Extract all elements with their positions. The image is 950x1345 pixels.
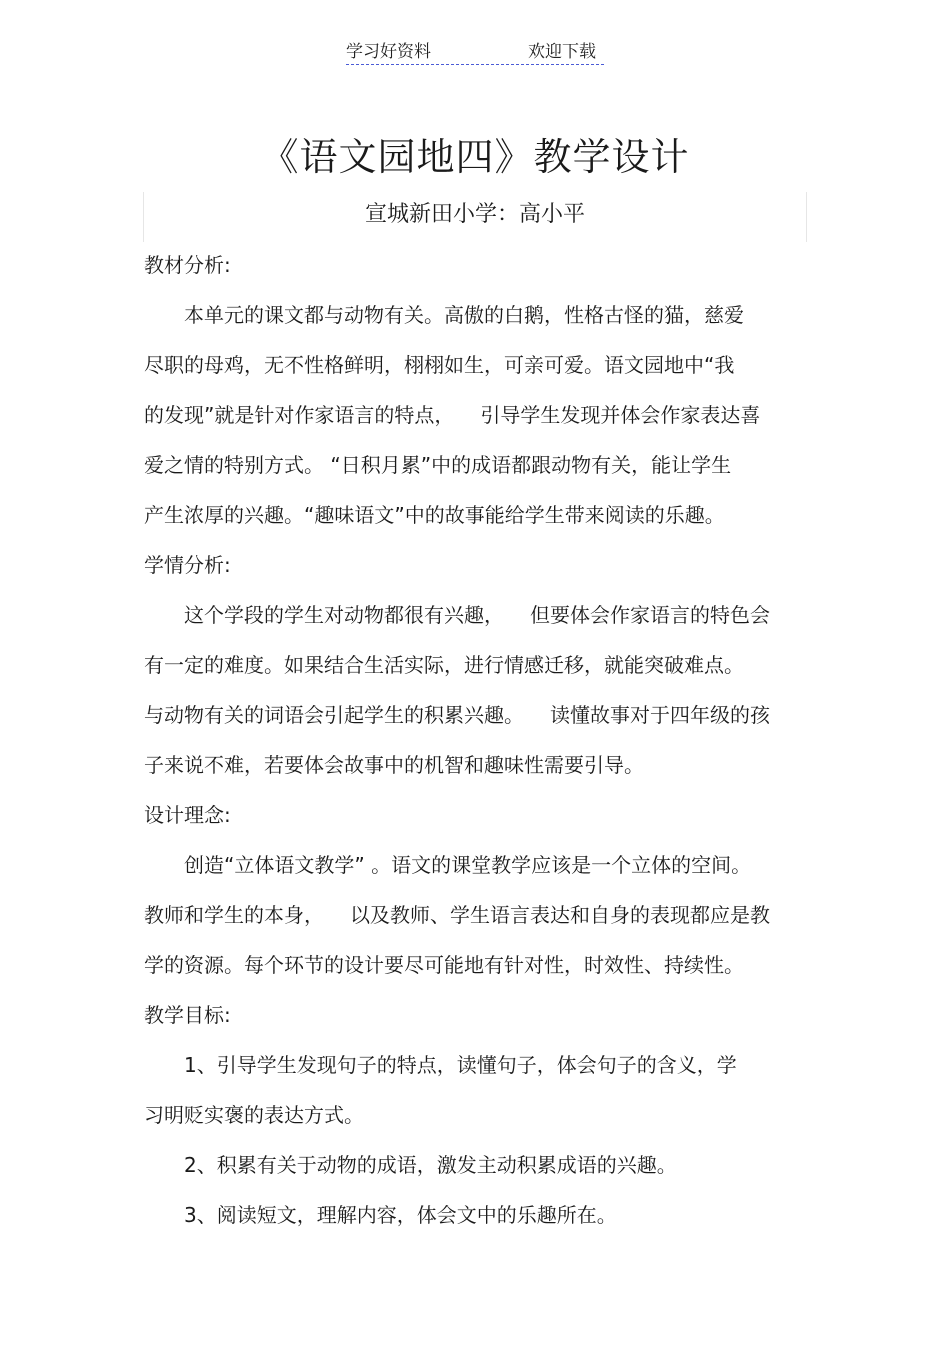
section-heading: 教材分析: (144, 253, 231, 277)
paragraph-line (144, 390, 794, 440)
author-line: 宣城新田小学：高小平 (364, 202, 585, 227)
text-run: 这个学段的学生对动物都很有兴趣， (184, 603, 504, 627)
header-right-text: 欢迎下载 (528, 42, 596, 62)
paragraph-line: 产生浓厚的兴趣。“趣味语文”中的故事能给学生带来阅读的乐趣。 (144, 503, 725, 527)
goal-line: 3、阅读短文，理解内容，体会文中的乐趣所在。 (184, 1203, 617, 1227)
paragraph-line (144, 890, 794, 940)
section-heading: 教学目标: (144, 1003, 231, 1027)
paragraph-line: 爱之情的特别方式。 “日积月累”中的成语都跟动物有关，能让学生 (144, 453, 732, 477)
document-title: 《语文园地四》教学设计 (260, 135, 690, 179)
page-header (346, 40, 604, 65)
paragraph-line: 子来说不难，若要体会故事中的机智和趣味性需要引导。 (144, 753, 644, 777)
text-run: 但要体会作家语言的特色会 (530, 603, 770, 627)
paragraph-line: 尽职的母鸡，无不性格鲜明，栩栩如生，可亲可爱。语文园地中“我 (144, 353, 735, 377)
section-heading: 设计理念: (144, 803, 231, 827)
goal-line: 1、引导学生发现句子的特点，读懂句子，体会句子的含义，学 (184, 1053, 737, 1077)
goal-line: 2、积累有关于动物的成语，激发主动积累成语的兴趣。 (184, 1153, 677, 1177)
paragraph-line: 学的资源。每个环节的设计要尽可能地有针对性，时效性、持续性。 (144, 953, 744, 977)
text-run: 的发现”就是针对作家语言的特点， (144, 403, 455, 427)
text-run: 教师和学生的本身， (144, 903, 324, 927)
text-run: 引导学生发现并体会作家表达喜 (480, 403, 761, 427)
header-left-text: 学习好资料 (346, 42, 431, 62)
text-run: 读懂故事对于四年级的孩 (550, 703, 770, 727)
document-body (144, 240, 794, 1240)
text-run: 以及教师、学生语言表达和自身的表现都应是教 (350, 903, 770, 927)
section-heading: 学情分析: (144, 553, 231, 577)
paragraph-line: 本单元的课文都与动物有关。高傲的白鹅，性格古怪的猫，慈爱 (184, 303, 744, 327)
paragraph-line: 创造“立体语文教学” 。语文的课堂教学应该是一个立体的空间。 (184, 853, 752, 877)
text-run: 与动物有关的词语会引起学生的积累兴趣。 (144, 703, 524, 727)
goal-line: 习明贬实褒的表达方式。 (144, 1103, 364, 1127)
paragraph-line (144, 690, 794, 740)
paragraph-line (144, 590, 794, 640)
paragraph-line: 有一定的难度。如果结合生活实际，进行情感迁移，就能突破难点。 (144, 653, 744, 677)
